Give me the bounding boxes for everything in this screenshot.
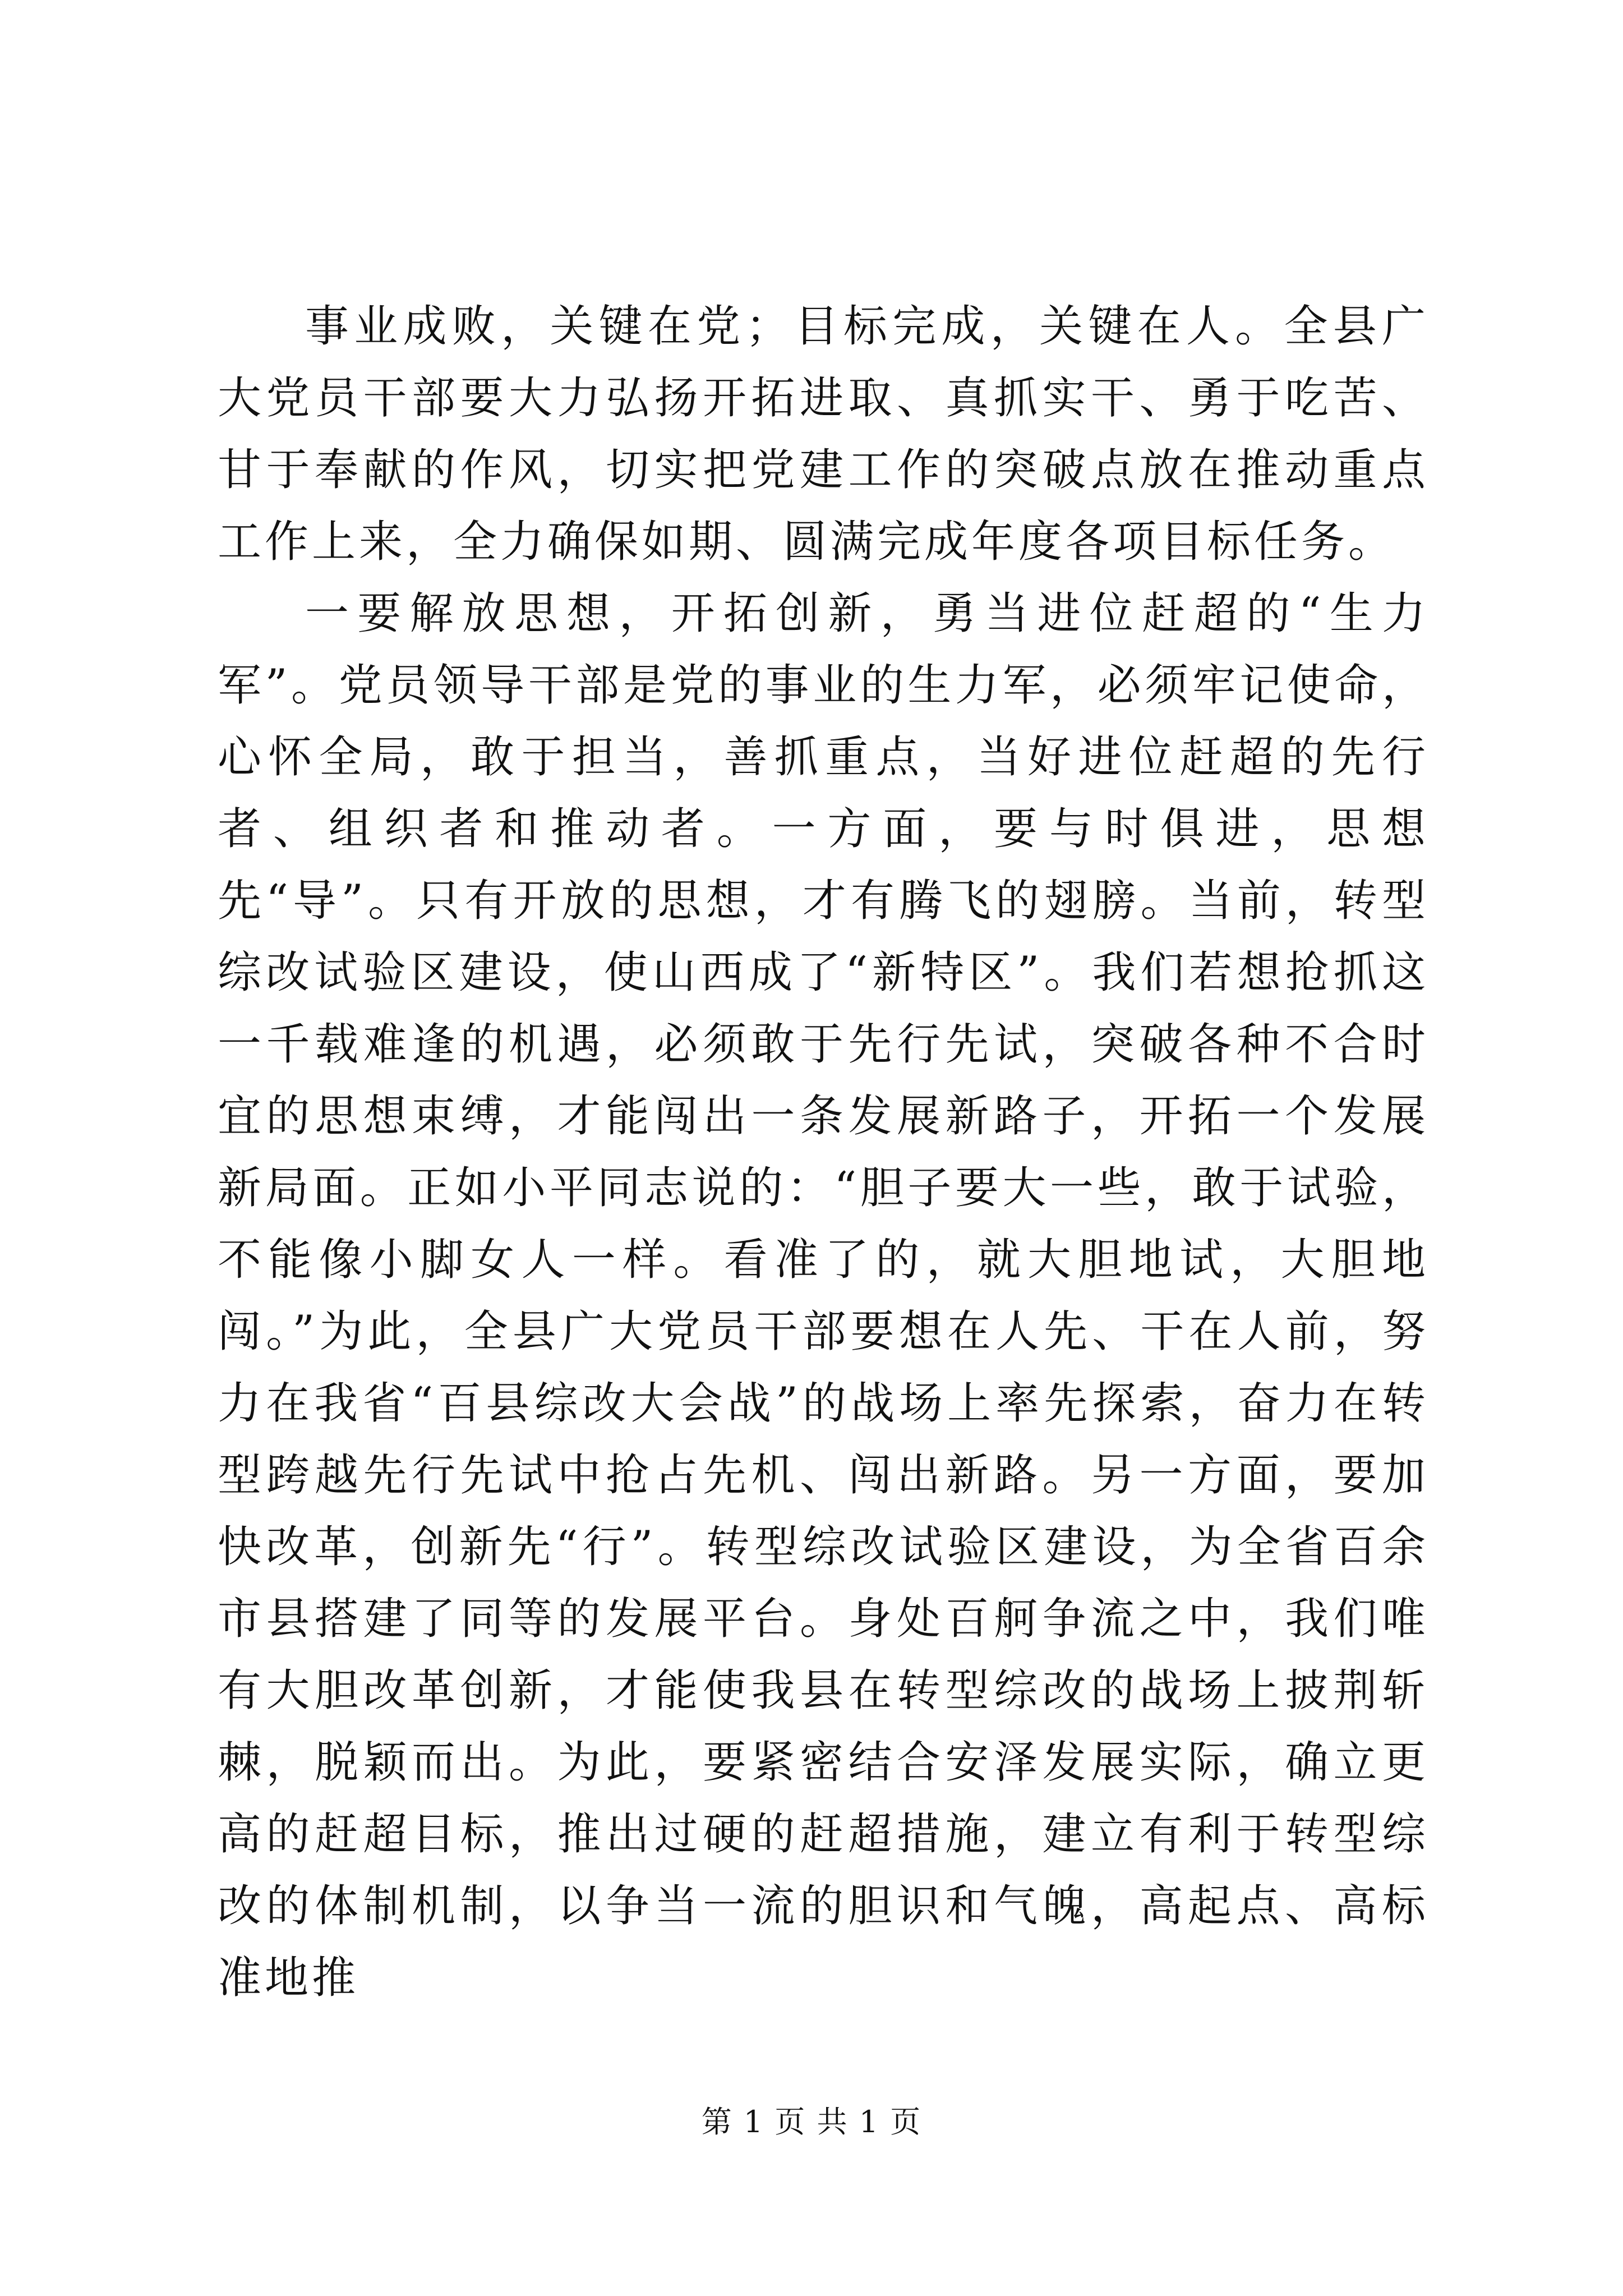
paragraph-intro: 事业成败，关键在党；目标完成，关键在人。全县广大党员干部要大力弘扬开拓进取、真抓实干、勇于吃苦、甘于奉献的作风，切实把党建工作的突破点放在推动重点工作上来，全力确保如期、圆满完成年度各项目标任务。 xyxy=(218,301,1429,567)
page-footer: 第 1 页 共 1 页 xyxy=(701,2104,922,2139)
paragraph-emancipate-mind: 一要解放思想，开拓创新，勇当进位赶超的“生力军”。党员领导干部是党的事业的生力军，必须牢记使命，心怀全局，敢于担当，善抓重点，当好进位赶超的先行者、组织者和推动者。一方面，要与时俱进，思想先“导”。只有开放的思想，才有腾飞的翅膀。当前，转型综改试验区建设，使山西成了“新特区”。我们若想抢抓这一千载难逢的机遇，必须敢于先行先试，突破各种不合时宜的思想束缚，才能闯出一条发展新路子，开拓一个发展新局面。正如小平同志说的：“胆子要大一些，敢于试验，不能像小脚女人一样。看准了的，就大胆地试，大胆地闯。”为此，全县广大党员干部要想在人先、干在人前，努力在我省“百县综改大会战”的战场上率先探索，奋力在转型跨越先行先试中抢占先机、闯出新路。另一方面，要加快改革，创新先“行”。转型综改试验区建设，为全省百余市县搭建了同等的发展平台。身处百舸争流之中，我们唯有大胆改革创新，才能使我县在转型综改的战场上披荆斩棘，脱颖而出。为此，要紧密结合安泽发展实际，确立更高的赶超目标，推出过硬的赶超措施，建立有利于转型综改的体制机制，以争当一流的胆识和气魄，高起点、高标准地推 xyxy=(218,588,1429,2003)
document-body xyxy=(218,291,1429,2014)
